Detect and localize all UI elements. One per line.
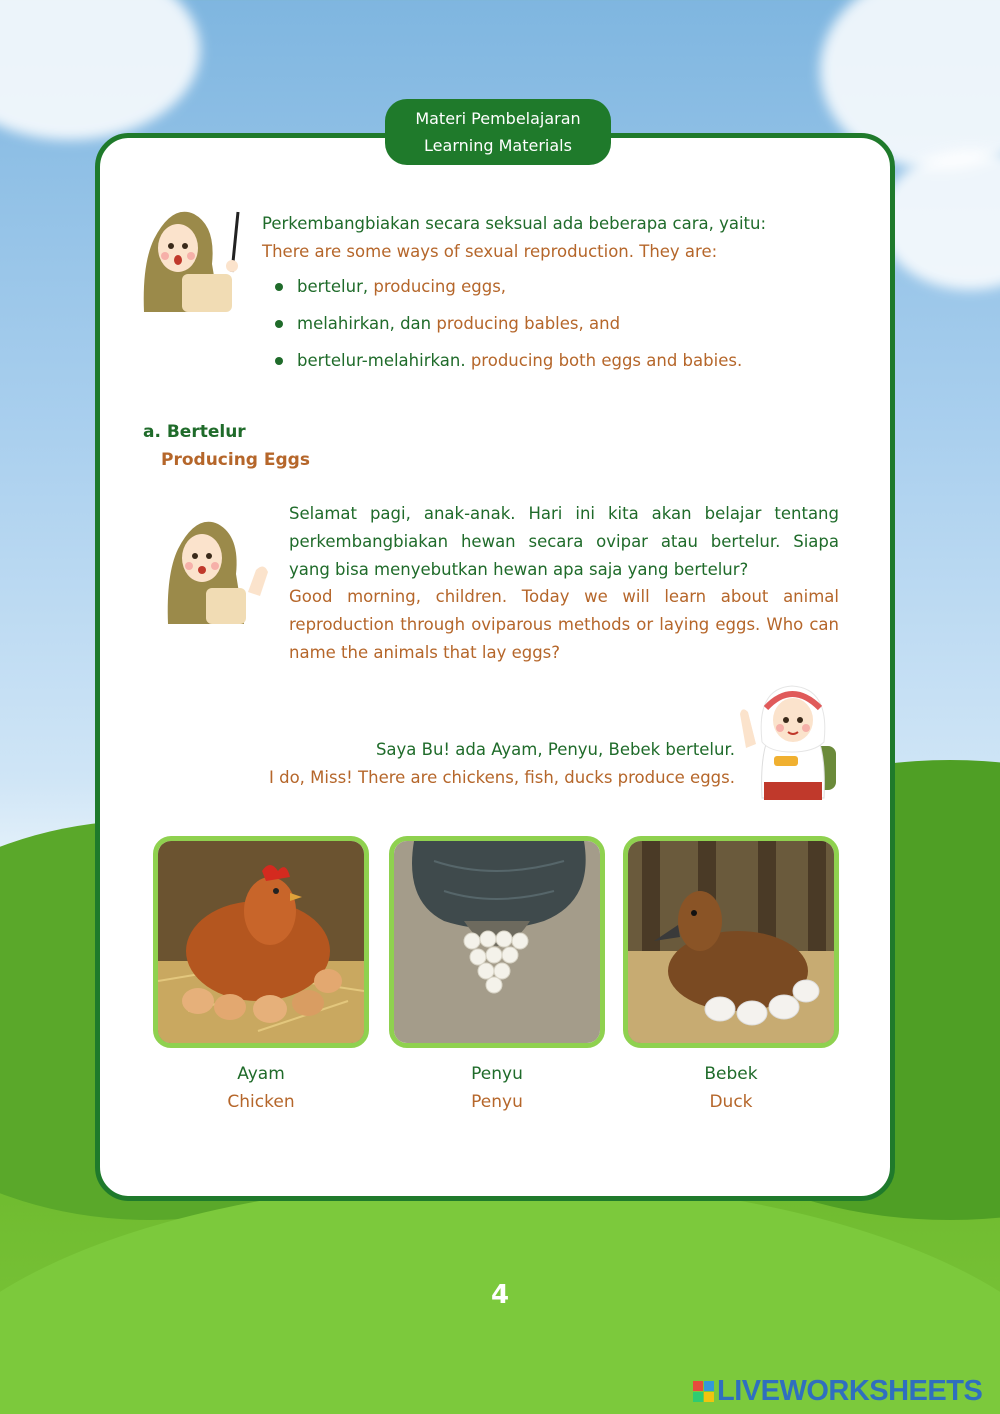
teacher-speech-id: Selamat pagi, anak-anak. Hari ini kita akan belajar tentang perkembangbiakan hewan secara ovipar atau bertelur. Siapa yang bisa menyebutkan hewan apa saja yang bertelur?	[289, 504, 839, 579]
caption-id: Bebek	[704, 1064, 758, 1084]
student-reply-en: I do, Miss! There are chickens, fish, ducks produce eggs.	[269, 768, 735, 787]
bullet-icon	[275, 283, 283, 291]
liveworksheets-logo[interactable]	[693, 1376, 982, 1406]
caption-id: Penyu	[471, 1064, 523, 1084]
header-title-id: Materi Pembelajaran	[415, 109, 581, 128]
intro-text	[262, 210, 842, 266]
section-title	[143, 418, 310, 474]
section-title-en: Producing Eggs	[161, 450, 310, 470]
teacher-waving-icon	[160, 514, 272, 626]
list-item-en: producing bables, and	[436, 314, 621, 333]
caption-en: Penyu	[471, 1092, 523, 1112]
turtle-image-icon	[394, 841, 600, 1043]
list-item	[275, 309, 835, 346]
intro-text-id: Perkembangbiakan secara seksual ada beberapa cara, yaitu:	[262, 214, 767, 233]
student-hand-raised-icon	[734, 678, 844, 800]
caption-id: Ayam	[237, 1064, 285, 1084]
bullet-icon	[275, 320, 283, 328]
intro-text-en: There are some ways of sexual reproduction. They are:	[262, 242, 718, 261]
list-item-en: producing both eggs and babies.	[470, 351, 743, 370]
logo-tiles-icon	[693, 1381, 714, 1402]
duck-caption	[623, 1060, 839, 1116]
list-item-id: melahirkan, dan	[297, 314, 432, 333]
reproduction-list	[275, 272, 835, 383]
caption-en: Duck	[709, 1092, 753, 1112]
caption-en: Chicken	[227, 1092, 295, 1112]
duck-photo	[623, 836, 839, 1048]
student-reply-id: Saya Bu! ada Ayam, Penyu, Bebek bertelur.	[375, 740, 735, 759]
page-number: 4	[490, 1280, 510, 1310]
header-title-en: Learning Materials	[424, 136, 572, 155]
teacher-speech-en: Good morning, children. Today we will learn about animal reproduction through oviparous methods or laying eggs. Who can name the animals that lay eggs?	[289, 587, 839, 662]
chicken-image-icon	[158, 841, 364, 1043]
duck-image-icon	[628, 841, 834, 1043]
list-item-en: producing eggs,	[373, 277, 507, 296]
teacher-speech	[289, 500, 839, 667]
chicken-caption	[153, 1060, 369, 1116]
bullet-icon	[275, 357, 283, 365]
section-header-tab	[385, 99, 611, 165]
turtle-caption	[389, 1060, 605, 1116]
teacher-pointer-icon	[132, 204, 244, 316]
section-title-id: a. Bertelur	[143, 422, 246, 442]
brand-name: LIVEWORKSHEETS	[717, 1374, 983, 1407]
list-item	[275, 346, 835, 383]
list-item-id: bertelur,	[297, 277, 369, 296]
list-item	[275, 272, 835, 309]
student-reply	[200, 736, 735, 792]
turtle-photo	[389, 836, 605, 1048]
list-item-id: bertelur-melahirkan.	[297, 351, 466, 370]
chicken-photo	[153, 836, 369, 1048]
